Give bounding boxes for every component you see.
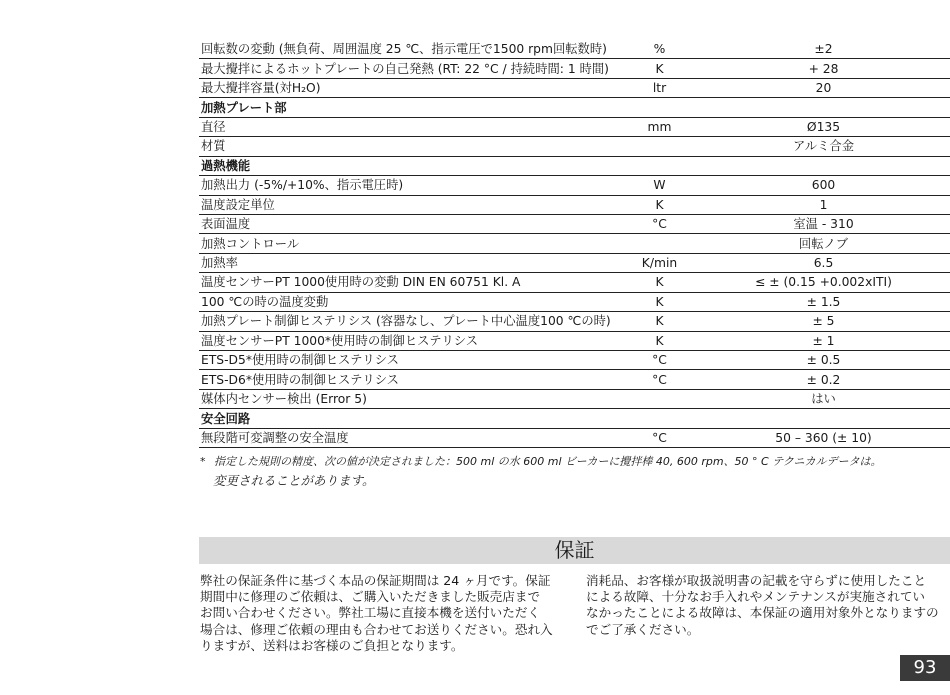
spec-gap xyxy=(689,273,697,292)
spec-value: ± 5 xyxy=(697,312,950,331)
spec-gap xyxy=(689,389,697,408)
spec-unit: K xyxy=(630,273,689,292)
spec-label: 材質 xyxy=(199,137,622,156)
spec-value: 50 – 360 (± 10) xyxy=(697,428,950,447)
spec-unit: mm xyxy=(630,117,689,136)
spec-section-row xyxy=(199,98,950,117)
spec-value: ± 1 xyxy=(697,331,950,350)
spec-gap xyxy=(689,40,697,59)
warranty-right-column xyxy=(586,573,950,638)
spec-gap xyxy=(689,59,697,78)
spec-gap xyxy=(622,40,630,59)
spec-gap xyxy=(622,59,630,78)
warranty-left-line: 場合は、修理ご依頼の理由も合わせてお送りください。恐れ入 xyxy=(200,621,553,637)
spec-unit: K xyxy=(630,292,689,311)
spec-label: 回転数の変動 (無負荷、周囲温度 25 ℃、指示電圧で1500 rpm回転数時) xyxy=(199,40,622,59)
spec-gap xyxy=(622,176,630,195)
spec-gap xyxy=(622,428,630,447)
spec-label: 100 ℃の時の温度変動 xyxy=(199,292,622,311)
spec-value: 6.5 xyxy=(697,253,950,272)
spec-gap xyxy=(689,98,697,117)
spec-label: 最大攪拌によるホットプレートの自己発熱 (RT: 22 °C / 持続時間: 1 時間) xyxy=(199,59,622,78)
warranty-right-line: でご了承ください。 xyxy=(586,621,700,637)
spec-gap xyxy=(622,312,630,331)
spec-value: ± 1.5 xyxy=(697,292,950,311)
spec-value: アルミ合金 xyxy=(697,137,950,156)
spec-label: 温度センサーPT 1000*使用時の制御ヒステリシス xyxy=(199,331,622,350)
footnote-line-1 xyxy=(200,453,882,469)
spec-gap xyxy=(689,176,697,195)
spec-gap xyxy=(689,409,697,428)
warranty-right-line: なかったことによる故障は、本保証の適用対象外となりますの xyxy=(586,605,939,621)
spec-gap xyxy=(622,137,630,156)
warranty-right-line: 消耗品、お客様が取扱説明書の記載を守らずに使用したこと xyxy=(586,573,927,588)
spec-unit: K xyxy=(630,312,689,331)
warranty-heading-bar xyxy=(199,537,950,564)
spec-row xyxy=(199,195,950,214)
spec-label: 加熱率 xyxy=(199,253,622,272)
spec-gap xyxy=(689,137,697,156)
footnote-line-2: 変更されることがあります。 xyxy=(213,473,375,488)
spec-value xyxy=(697,98,950,117)
spec-unit xyxy=(630,137,689,156)
spec-label: ETS-D5*使用時の制御ヒステリシス xyxy=(199,351,622,370)
spec-gap xyxy=(622,292,630,311)
spec-gap xyxy=(689,117,697,136)
spec-gap xyxy=(622,78,630,97)
spec-gap xyxy=(689,78,697,97)
spec-gap xyxy=(622,214,630,233)
spec-unit: °C xyxy=(630,351,689,370)
spec-gap xyxy=(689,195,697,214)
spec-unit xyxy=(630,98,689,117)
spec-unit xyxy=(630,389,689,408)
spec-value: 600 xyxy=(697,176,950,195)
spec-row xyxy=(199,331,950,350)
spec-section-row xyxy=(199,156,950,175)
spec-label: 加熱プレート部 xyxy=(199,98,622,117)
spec-label: 加熱コントロール xyxy=(199,234,622,253)
spec-label: 温度センサーPT 1000使用時の変動 DIN EN 60751 Kl. A xyxy=(199,273,622,292)
warranty-left-line: 弊社の保証条件に基づく本品の保証期間は 24 ヶ月です。保証 xyxy=(200,573,551,588)
spec-label: 最大攪拌容量(対H₂O) xyxy=(199,78,622,97)
spec-row xyxy=(199,389,950,408)
spec-label: 無段階可変調整の安全温度 xyxy=(199,428,622,447)
spec-label: 加熱プレート制御ヒステリシス (容器なし、プレート中心温度100 ℃の時) xyxy=(199,312,622,331)
spec-unit: K xyxy=(630,59,689,78)
spec-row xyxy=(199,292,950,311)
warranty-left-column xyxy=(200,573,570,654)
spec-gap xyxy=(622,253,630,272)
warranty-left-line: 期間中に修理のご依頼は、ご購入いただきました販売店まで xyxy=(200,589,541,605)
spec-label: 安全回路 xyxy=(199,409,622,428)
spec-gap xyxy=(689,156,697,175)
spec-unit: K xyxy=(630,331,689,350)
spec-table xyxy=(199,40,950,448)
spec-row xyxy=(199,40,950,59)
spec-value: Ø135 xyxy=(697,117,950,136)
spec-row xyxy=(199,312,950,331)
spec-label: 加熱出力 (-5%/+10%、指示電圧時) xyxy=(199,176,622,195)
spec-value: 1 xyxy=(697,195,950,214)
spec-unit: K xyxy=(630,195,689,214)
spec-value: 回転ノブ xyxy=(697,234,950,253)
spec-label: 温度設定単位 xyxy=(199,195,622,214)
page-number: 93 xyxy=(900,655,950,681)
spec-table-body xyxy=(199,40,950,448)
spec-gap xyxy=(622,117,630,136)
spec-value: + 28 xyxy=(697,59,950,78)
spec-row xyxy=(199,253,950,272)
spec-row xyxy=(199,428,950,447)
spec-gap xyxy=(689,370,697,389)
warranty-title: 保証 xyxy=(554,538,595,562)
spec-unit: % xyxy=(630,40,689,59)
spec-unit: W xyxy=(630,176,689,195)
spec-row xyxy=(199,137,950,156)
spec-gap xyxy=(689,312,697,331)
spec-row xyxy=(199,234,950,253)
footnote-text: 指定した規則の精度、次の値が決定されました：500 ml の水 600 ml ビーカーに攪拌棒 40, 600 rpm、50 ° C テクニカルデータは。 xyxy=(214,455,882,468)
spec-value xyxy=(697,156,950,175)
spec-gap xyxy=(689,331,697,350)
spec-value: ±2 xyxy=(697,40,950,59)
spec-gap xyxy=(622,331,630,350)
spec-gap xyxy=(689,253,697,272)
spec-row xyxy=(199,370,950,389)
spec-label: 表面温度 xyxy=(199,214,622,233)
warranty-left-line: お問い合わせください。弊社工場に直接本機を送付いただく xyxy=(200,605,541,621)
spec-value: ± 0.2 xyxy=(697,370,950,389)
spec-gap xyxy=(689,351,697,370)
spec-row xyxy=(199,176,950,195)
spec-row xyxy=(199,78,950,97)
spec-row xyxy=(199,59,950,78)
spec-gap xyxy=(622,98,630,117)
spec-gap xyxy=(622,409,630,428)
spec-value: はい xyxy=(697,389,950,408)
spec-gap xyxy=(622,195,630,214)
spec-unit xyxy=(630,234,689,253)
spec-section-row xyxy=(199,409,950,428)
spec-value: 室温 - 310 xyxy=(697,214,950,233)
spec-value: ≤ ± (0.15 +0.002xITI) xyxy=(697,273,950,292)
spec-row xyxy=(199,117,950,136)
spec-gap xyxy=(689,292,697,311)
warranty-left-line: りますが、送料はお客様のご負担となります。 xyxy=(200,637,464,653)
spec-gap xyxy=(622,370,630,389)
spec-value xyxy=(697,409,950,428)
spec-row xyxy=(199,351,950,370)
spec-gap xyxy=(689,234,697,253)
spec-row xyxy=(199,214,950,233)
spec-gap xyxy=(622,389,630,408)
spec-unit xyxy=(630,156,689,175)
spec-label: 媒体内センサー検出 (Error 5) xyxy=(199,389,622,408)
spec-gap xyxy=(622,273,630,292)
spec-unit: ltr xyxy=(630,78,689,97)
spec-unit: °C xyxy=(630,370,689,389)
spec-unit: K/min xyxy=(630,253,689,272)
spec-unit xyxy=(630,409,689,428)
spec-label: 過熱機能 xyxy=(199,156,622,175)
warranty-right-line: による故障、十分なお手入れやメンテナンスが実施されてい xyxy=(586,589,926,605)
spec-label: ETS-D6*使用時の制御ヒステリシス xyxy=(199,370,622,389)
spec-value: ± 0.5 xyxy=(697,351,950,370)
spec-unit: °C xyxy=(630,428,689,447)
spec-gap xyxy=(689,428,697,447)
spec-row xyxy=(199,273,950,292)
footnote-star: * xyxy=(200,455,206,468)
spec-gap xyxy=(622,351,630,370)
spec-value: 20 xyxy=(697,78,950,97)
spec-gap xyxy=(622,234,630,253)
spec-gap xyxy=(689,214,697,233)
spec-label: 直径 xyxy=(199,117,622,136)
spec-gap xyxy=(622,156,630,175)
spec-unit: °C xyxy=(630,214,689,233)
